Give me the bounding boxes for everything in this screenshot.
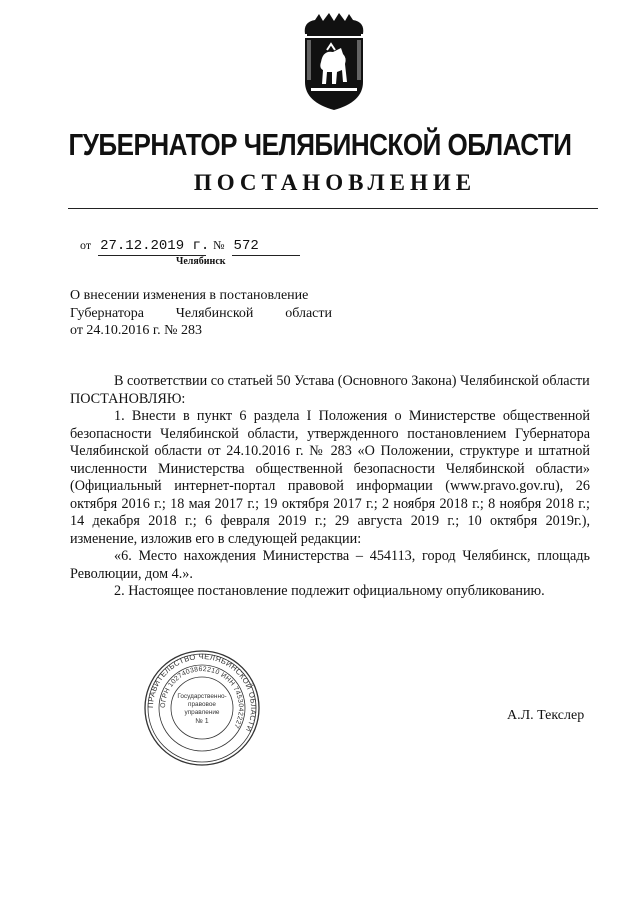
preamble-paragraph: В соответствии со статьей 50 Устава (Основного Закона) Челябинской области (114, 373, 590, 389)
seal-inner-text: ОГРН 1027403862210 ИНН 7453042227 (159, 665, 245, 730)
seal-outer-text: ПРАВИТЕЛЬСТВО ЧЕЛЯБИНСКОЙ ОБЛАСТИ (145, 651, 259, 734)
quoted-amendment: «6. Место нахождения Министерства – 454113, город Челябинск, площадь Революции, дом 4.». (70, 548, 590, 582)
seal-center-text: № 1 (195, 718, 209, 725)
number-prefix: № (213, 238, 225, 252)
city-label: Челябинск (176, 256, 226, 267)
decree-word: ПОСТАНОВЛЯЮ: (70, 390, 186, 407)
document-number: 572 (232, 238, 300, 256)
date-number-line (76, 238, 300, 256)
subject-line: Губернатора Челябинской области (70, 305, 332, 321)
seal-center-text: Государственно- (177, 693, 227, 700)
date-prefix: от (80, 238, 92, 252)
document-date: 27.12.2019 г. (100, 238, 210, 254)
item-1-paragraph: 1. Внести в пункт 6 раздела I Положения о Министерстве общественной безопасности Челябинской области, утвержденного постановлением Губернатора Челябинской области от 24.10.2016 г. № 283 «О Положении, структуре и штатной численности Министерства общественной безопасности Челябинской области» (Официальный интернет-портал правовой информации (www.pravo.gov.ru), 26 октября 2016 г.; 18 мая 2017 г.; 19 октября 2017 г.; 2 ноября 2018 г.; 8 ноября 2018 г.; 14 декабря 2018 г.; 6 февраля 2019 г.; 29 августа 2019 г.; 10 октября 2019г.), изменение, изложив его в следующей редакции: (70, 408, 590, 547)
subject-line: от 24.10.2016 г. № 283 (70, 323, 202, 338)
document-subject (70, 287, 332, 340)
document-body (70, 373, 590, 601)
header-divider (68, 208, 598, 209)
signatory-name: А.Л. Текслер (507, 708, 585, 723)
coat-of-arms-emblem (297, 12, 371, 112)
subject-line: О внесении изменения в постановление (70, 288, 309, 303)
seal-center-text: правовое (188, 701, 216, 708)
item-2-paragraph: 2. Настоящее постановление подлежит официальному опубликованию. (114, 583, 545, 599)
official-seal-stamp (142, 648, 262, 768)
document-type: ПОСТАНОВЛЕНИЕ (193, 170, 477, 195)
issuer-title: ГУБЕРНАТОР ЧЕЛЯБИНСКОЙ ОБЛАСТИ (68, 127, 572, 162)
seal-center-text: управление (184, 709, 220, 716)
